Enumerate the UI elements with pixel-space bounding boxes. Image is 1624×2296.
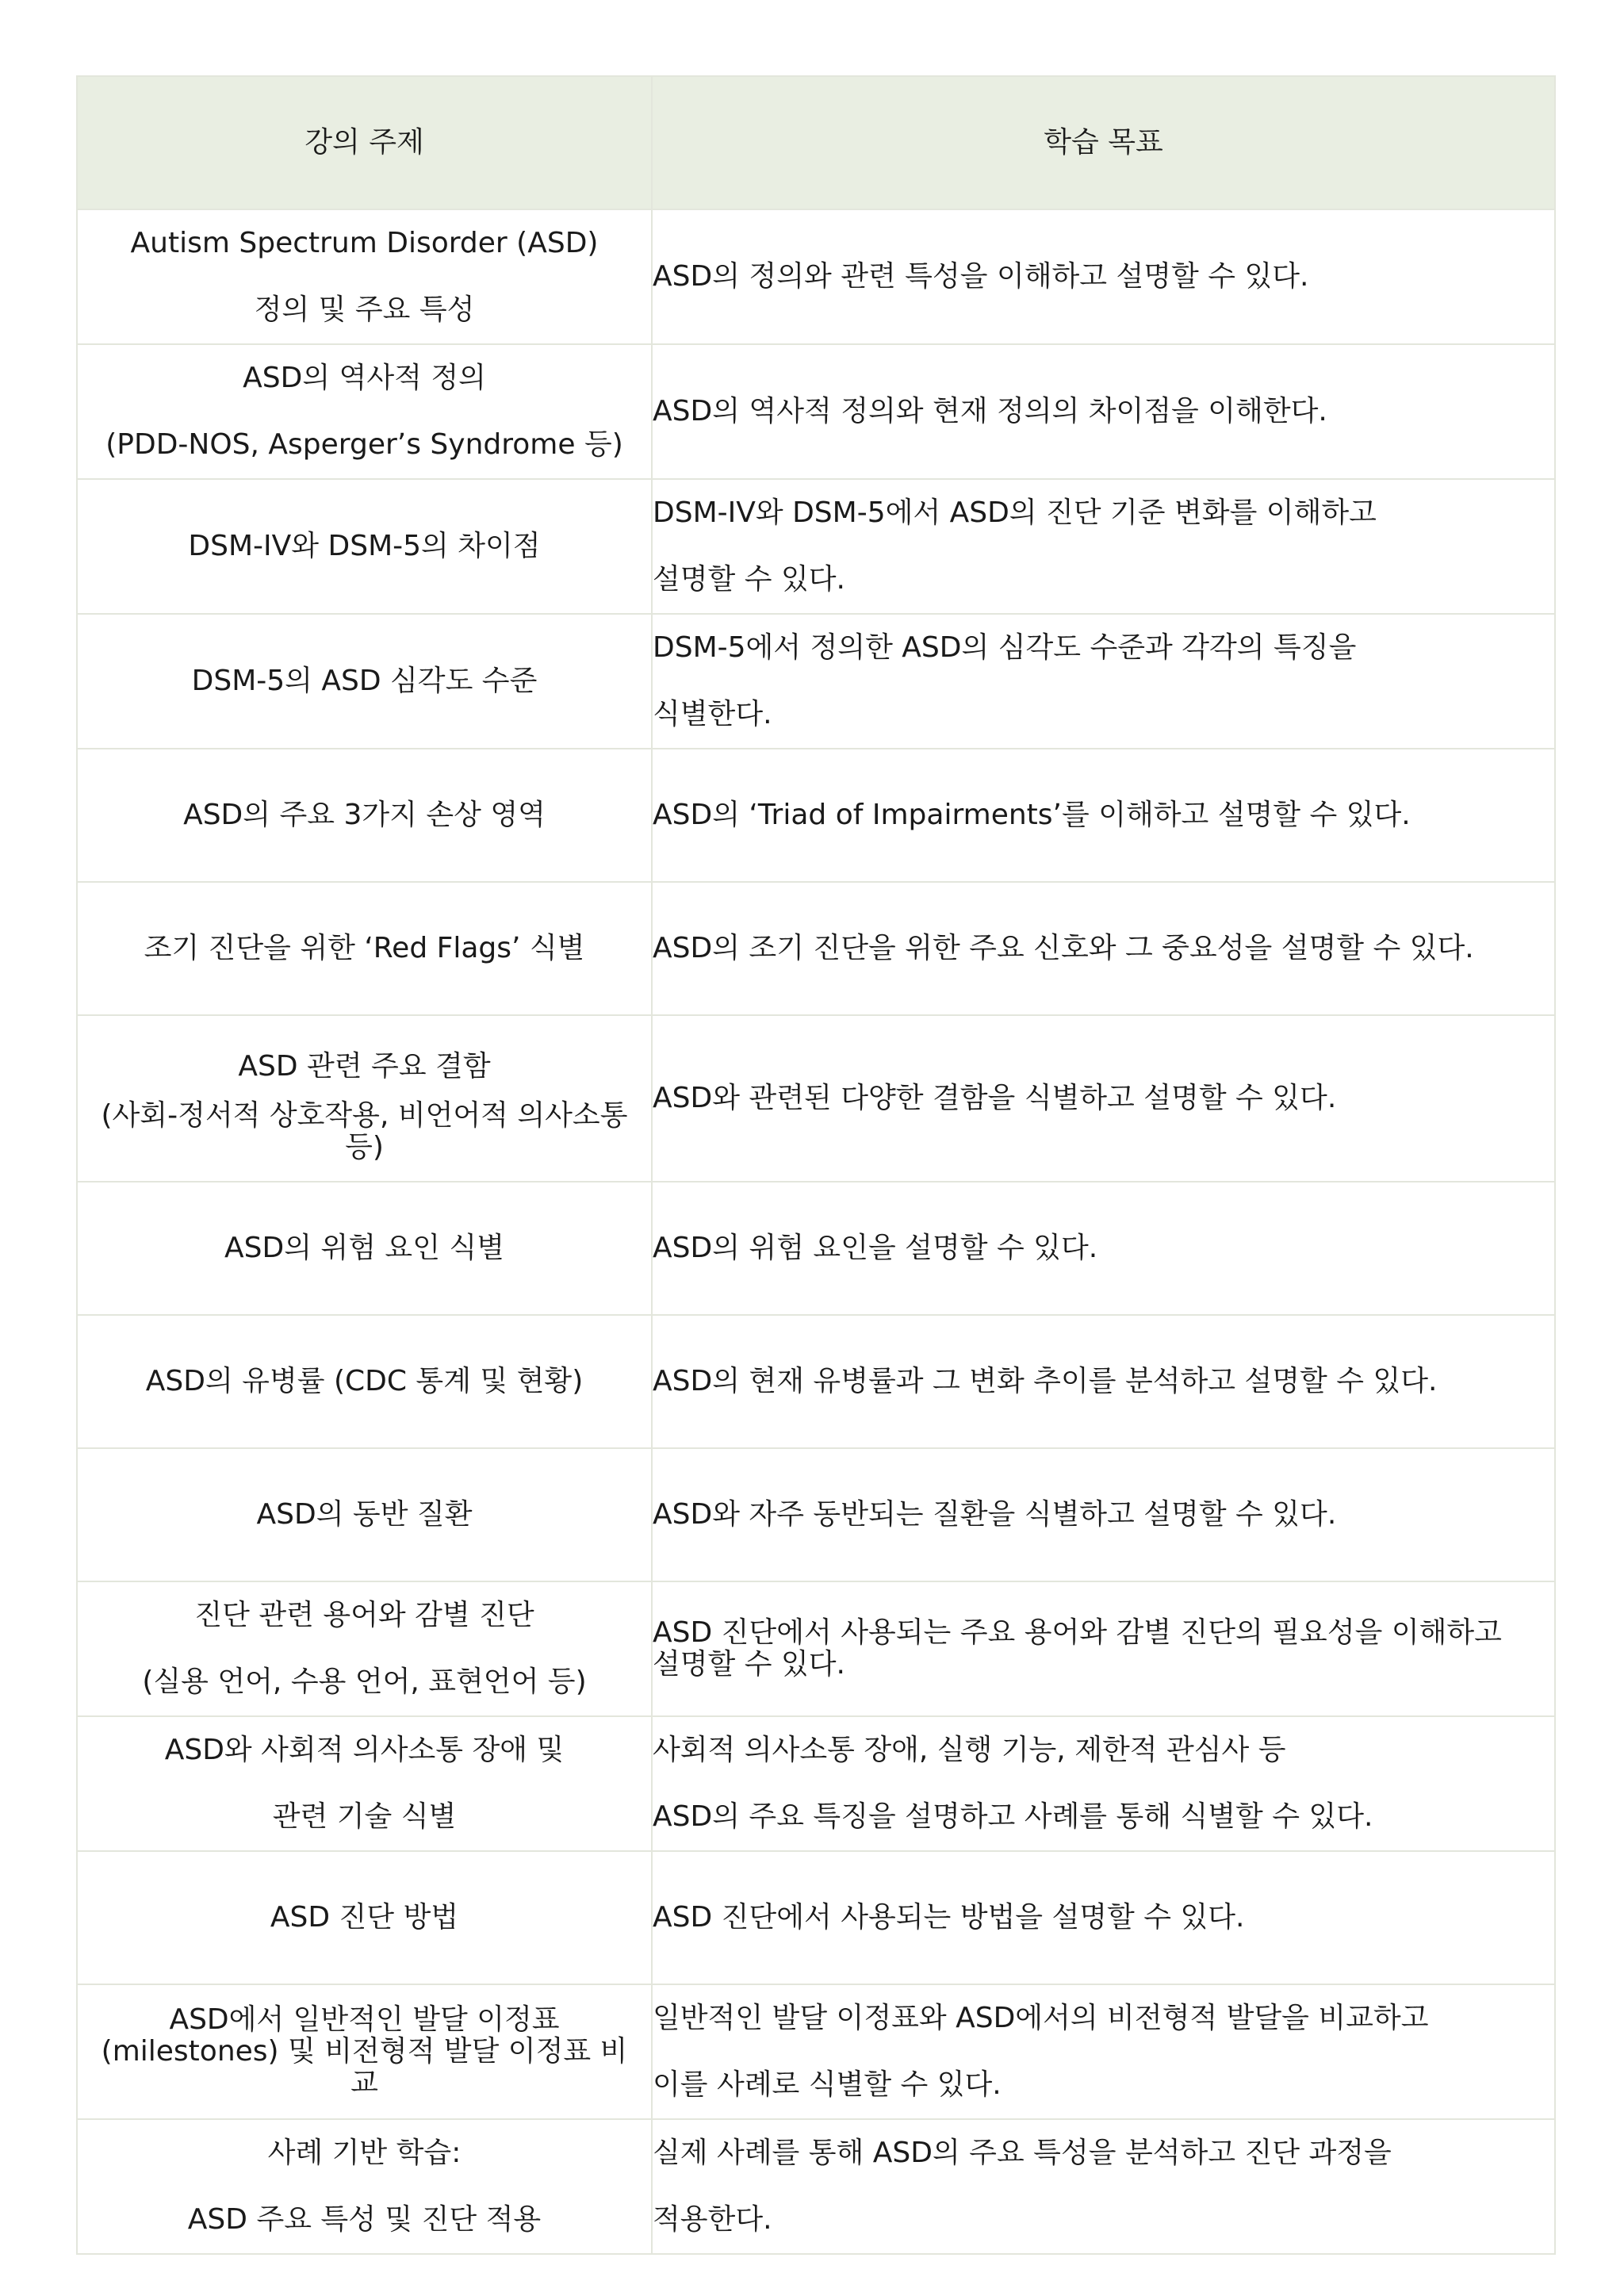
table-row [77,614,1555,749]
goal-cell [652,882,1555,1015]
goal-line: ASD 진단에서 사용되는 주요 용어와 감별 진단의 필요성을 이해하고 [653,1616,1502,1649]
table-row [77,1851,1555,1984]
goal-cell [652,1581,1555,1716]
topic-line: 교 [350,2067,378,2099]
topic-cell [77,1182,652,1315]
topic-line: ASD 주요 특성 및 진단 적용 [187,2203,542,2236]
header-row [77,76,1555,209]
topic-line: DSM-5의 ASD 심각도 수준 [191,665,538,697]
topic-cell [77,344,652,479]
topic-line: ASD에서 일반적인 발달 이정표 [169,2003,560,2036]
topic-line: ASD와 사회적 의사소통 장애 및 [164,1734,565,1766]
header-goal: 학습 목표 [652,76,1555,209]
goal-cell [652,614,1555,749]
table-header [77,76,1555,209]
goal-cell [652,1851,1555,1984]
table-row [77,882,1555,1015]
goal-cell [652,1015,1555,1182]
goal-cell [652,1315,1555,1448]
goal-cell [652,1984,1555,2119]
topic-line: ASD 진단 방법 [270,1901,459,1934]
table-row [77,1315,1555,1448]
goal-line: ASD의 정의와 관련 특성을 이해하고 설명할 수 있다. [653,260,1309,293]
topic-line: (PDD-NOS, Asperger’s Syndrome 등) [105,428,623,461]
topic-line: 등) [345,1131,384,1163]
header-topic: 강의 주제 [77,76,652,209]
goal-line: 이를 사례로 식별할 수 있다. [653,2068,1002,2101]
goal-line: 사회적 의사소통 장애, 실행 기능, 제한적 관심사 등 [653,1734,1286,1766]
topic-line: ASD의 역사적 정의 [243,362,486,394]
goal-cell [652,2119,1555,2254]
topic-cell [77,209,652,344]
goal-line: ASD의 주요 특징을 설명하고 사례를 통해 식별할 수 있다. [653,1800,1373,1833]
topic-cell [77,1315,652,1448]
topic-line: (사회-정서적 상호작용, 비언어적 의사소통 [101,1099,628,1132]
table-row [77,1984,1555,2119]
topic-cell [77,882,652,1015]
table-row [77,1448,1555,1581]
goal-line: 일반적인 발달 이정표와 ASD에서의 비전형적 발달을 비교하고 [653,2002,1429,2034]
goal-cell [652,344,1555,479]
goal-line: ASD와 관련된 다양한 결함을 식별하고 설명할 수 있다. [653,1082,1337,1114]
table-row [77,209,1555,344]
topic-cell [77,1851,652,1984]
topic-line: 진단 관련 용어와 감별 진단 [194,1599,534,1631]
topic-cell [77,1015,652,1182]
goal-line: ASD의 조기 진단을 위한 주요 신호와 그 중요성을 설명할 수 있다. [653,932,1474,964]
topic-cell [77,749,652,882]
goal-line: DSM-5에서 정의한 ASD의 심각도 수준과 각각의 특징을 [653,631,1357,664]
goal-line: 실제 사례를 통해 ASD의 주요 특성을 분석하고 진단 과정을 [653,2137,1392,2169]
topic-cell [77,2119,652,2254]
topic-cell [77,479,652,614]
topic-line: (실용 언어, 수용 언어, 표현언어 등) [142,1665,587,1698]
table-row [77,479,1555,614]
topic-line: ASD의 주요 3가지 손상 영역 [183,799,546,831]
topic-line: Autism Spectrum Disorder (ASD) [130,227,599,259]
goal-cell [652,1448,1555,1581]
table-row [77,1716,1555,1851]
goal-line: ASD의 ‘Triad of Impairments’를 이해하고 설명할 수 있다. [653,799,1411,831]
table-row [77,1015,1555,1182]
goal-line: ASD의 위험 요인을 설명할 수 있다. [653,1232,1098,1264]
goal-cell [652,209,1555,344]
topic-line: 관련 기술 식별 [272,1800,457,1833]
table-row [77,749,1555,882]
goal-line: ASD 진단에서 사용되는 방법을 설명할 수 있다. [653,1901,1245,1934]
topic-line: ASD의 동반 질환 [256,1498,473,1531]
goal-line: ASD의 역사적 정의와 현재 정의의 차이점을 이해한다. [653,395,1327,427]
goal-cell [652,479,1555,614]
topic-line: 조기 진단을 위한 ‘Red Flags’ 식별 [144,932,585,964]
goal-line: ASD와 자주 동반되는 질환을 식별하고 설명할 수 있다. [653,1498,1337,1531]
topic-cell [77,1581,652,1716]
table-row [77,1581,1555,1716]
table-row [77,2119,1555,2254]
topic-line: ASD의 위험 요인 식별 [224,1232,504,1264]
table-row [77,344,1555,479]
goal-line: 설명할 수 있다. [653,563,845,596]
topic-line: DSM-IV와 DSM-5의 차이점 [188,530,541,562]
table-row [77,1182,1555,1315]
goal-cell [652,1182,1555,1315]
topic-line: 사례 기반 학습: [267,2137,462,2169]
goal-line: 적용한다. [653,2203,772,2236]
topic-line: (milestones) 및 비전형적 발달 이정표 비 [101,2035,628,2068]
goal-cell [652,749,1555,882]
goal-line: 식별한다. [653,698,772,730]
goal-line: DSM-IV와 DSM-5에서 ASD의 진단 기준 변화를 이해하고 [653,496,1377,529]
goal-cell [652,1716,1555,1851]
topic-cell [77,614,652,749]
topic-line: ASD의 유병률 (CDC 통계 및 현황) [145,1365,584,1397]
topic-line: ASD 관련 주요 결함 [238,1050,491,1083]
goal-line: ASD의 현재 유병률과 그 변화 추이를 분석하고 설명할 수 있다. [653,1365,1438,1397]
syllabus-table [76,75,1556,2255]
topic-cell [77,1984,652,2119]
topic-cell [77,1716,652,1851]
goal-line: 설명할 수 있다. [653,1648,845,1681]
topic-cell [77,1448,652,1581]
topic-line: 정의 및 주요 특성 [254,293,475,326]
